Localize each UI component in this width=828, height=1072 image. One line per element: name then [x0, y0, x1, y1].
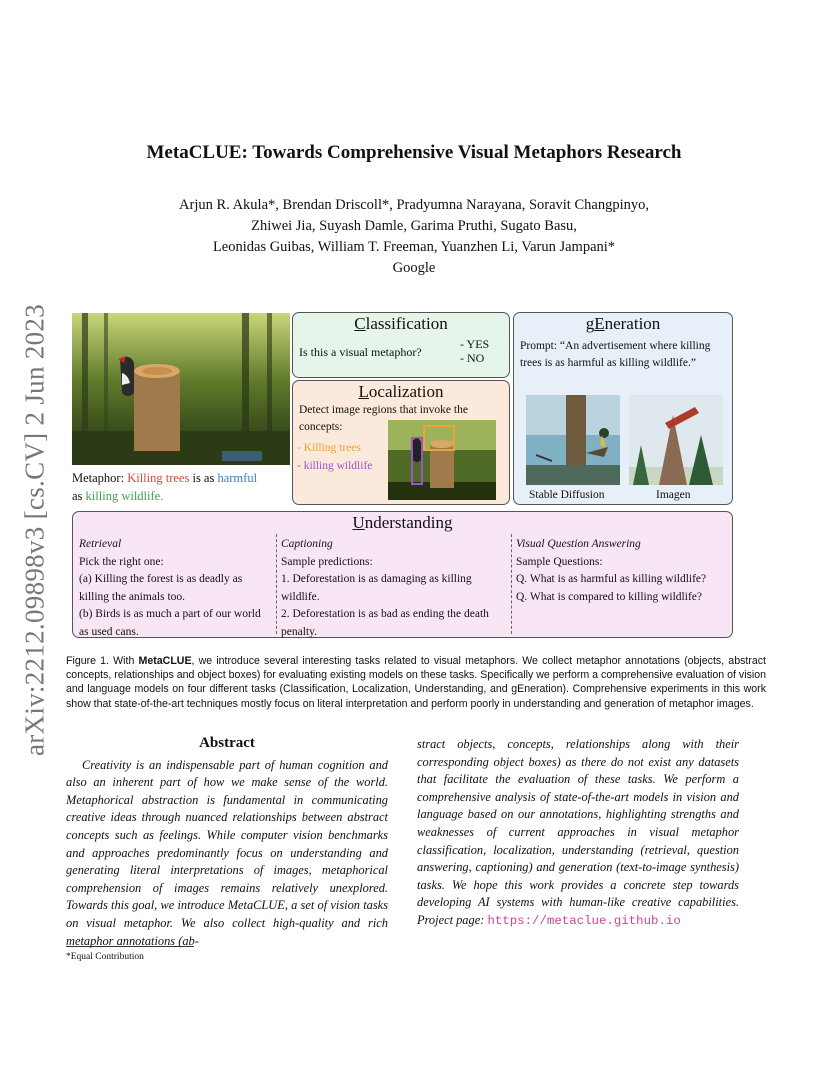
- caption-metaclue: MetaCLUE: [138, 655, 192, 667]
- arxiv-id: arXiv:2212.09898v3 [cs.CV] 2 Jun 2023: [19, 303, 50, 757]
- author-line: Zhiwei Jia, Suyash Damle, Garima Pruthi, Sugato Basu,: [251, 218, 577, 234]
- stable-diffusion-image: [526, 395, 620, 485]
- localization-image: [388, 420, 496, 500]
- loc-item-killing-wildlife: - killing wildlife: [297, 460, 373, 472]
- vqa-line: Sample Questions:: [516, 555, 603, 568]
- model-label-imagen: Imagen: [656, 489, 691, 501]
- column-divider: [511, 534, 512, 634]
- vqa-heading: Visual Question Answering: [516, 538, 641, 550]
- option-no: - NO: [460, 351, 485, 365]
- metaphor-label: Metaphor:: [72, 471, 125, 485]
- vqa-line: Q. What is as harmful as killing wildlife?: [516, 573, 707, 585]
- abstract-right-column: [417, 736, 739, 931]
- heading-rest: nderstanding: [364, 513, 453, 532]
- footnote-rule: [66, 946, 194, 947]
- retrieval-column: [79, 536, 271, 641]
- heading-initial: L: [358, 382, 369, 401]
- metaphor-connector: as: [72, 489, 83, 503]
- abstract-heading: Abstract: [199, 735, 255, 751]
- retrieval-heading: Retrieval: [79, 538, 122, 550]
- captioning-line: 2. Deforestation is as bad as ending the death penalty.: [281, 608, 489, 638]
- concept-killing-wildlife: killing wildlife.: [85, 489, 164, 503]
- captioning-line: Sample predictions:: [281, 555, 373, 568]
- caption-text: , we introduce several interesting tasks related to visual metaphors. We collect metaphor annotations (objects, abstract concepts, relationships and object boxes) for evaluating existing models on these tasks. Specifically we perform a comprehensive evaluation of vision and language models on four different tasks (Classification, Localization, Understanding, and gEneration). Comprehensive experiments in this work show that state-of-the-art techniques mostly focus on literal interpretation and perform poorly in understanding and generation of metaphor images.: [66, 655, 766, 710]
- retrieval-line: (b) Birds is as much a part of our world as used cans.: [79, 608, 261, 638]
- retrieval-line: Pick the right one:: [79, 555, 164, 568]
- forest-stump-illustration: [72, 313, 290, 465]
- localization-heading: [293, 382, 509, 402]
- column-divider: [276, 534, 277, 634]
- footnote: *Equal Contribution: [66, 952, 144, 962]
- classification-question: Is this a visual metaphor?: [299, 345, 422, 359]
- localization-box: [292, 380, 510, 505]
- paper-title: MetaCLUE: Towards Comprehensive Visual Metaphors Research: [146, 142, 682, 163]
- captioning-line: 1. Deforestation is as damaging as killing wildlife.: [281, 573, 472, 603]
- generation-prompt: Prompt: “An advertisement where killing trees is as harmful as killing wildlife.”: [520, 340, 711, 369]
- concept-killing-trees: Killing trees: [127, 471, 190, 485]
- heading-rest: lassification: [365, 314, 448, 333]
- heading-initial: E: [594, 314, 605, 333]
- localization-text: Detect image regions that invoke the concepts:: [299, 404, 468, 433]
- abstract-right-text: stract objects, concepts, relationships along with their corresponding object boxes) as there do not exist any datasets that facilitate the evaluation of these tasks. We perform a comprehensive analysis of state-of-the-art models in vision and language based on our annotations, highlighting strengths and weaknesses of current approaches in visual metaphor classification, localization, understanding (retrieval, question answering, captioning) and generation (text-to-image synthesis) tasks. We hope this work provides a concrete step towards developing AI systems with human-like creative capabilities. Project page:: [417, 737, 739, 927]
- captioning-column: [281, 536, 499, 641]
- heading-rest: ocalization: [368, 382, 444, 401]
- arxiv-sidebar: [14, 295, 56, 765]
- understanding-heading: [73, 513, 732, 533]
- generation-heading: [514, 314, 732, 334]
- metaphor-image: [72, 313, 290, 465]
- loc-item-killing-trees: - Killing trees: [297, 442, 361, 454]
- author-line: Leonidas Guibas, William T. Freeman, Yuanzhen Li, Varun Jampani*: [212, 239, 616, 255]
- abstract-left-text: Creativity is an indispensable part of human cognition and also an inherent part of how we make sense of the world. Metaphorical abstraction is fundamental in communicating creative ideas through nuanced relationships between abstract concepts such as feelings. While computer vision benchmarks and approaches predominantly focus on understanding and generating literal interpretations of images, metaphorical comprehension of images remains relatively unexplored. Towards this goal, we introduce MetaCLUE, a set of vision tasks on visual metaphor. We also collect high-quality and rich metaphor annotations (ab-: [66, 757, 388, 948]
- understanding-box: [72, 511, 733, 638]
- generation-box: [513, 312, 733, 505]
- option-yes: - YES: [460, 337, 490, 351]
- author-block: [120, 195, 708, 279]
- heading-rest: neration: [604, 314, 661, 333]
- project-page-link[interactable]: https://metaclue.github.io: [487, 913, 681, 928]
- author-line: Arjun R. Akula*, Brendan Driscoll*, Pradyumna Narayana, Soravit Changpinyo,: [179, 197, 649, 213]
- classification-heading: [293, 314, 509, 334]
- heading-initial: U: [352, 513, 365, 532]
- imagen-image: [629, 395, 723, 485]
- vqa-column: [516, 536, 730, 606]
- figure-caption: [66, 654, 766, 711]
- concept-harmful: harmful: [217, 471, 258, 485]
- retrieval-line: (a) Killing the forest is as deadly as killing the animals too.: [79, 573, 243, 603]
- metaphor-connector: is as: [192, 471, 215, 485]
- classification-box: [292, 312, 510, 378]
- abstract-left-column: [66, 735, 388, 950]
- vqa-line: Q. What is compared to killing wildlife?: [516, 590, 702, 603]
- metaphor-caption: [72, 469, 292, 505]
- caption-label: Figure 1. With: [66, 655, 139, 667]
- affiliation: Google: [392, 260, 436, 276]
- model-label-stable-diffusion: Stable Diffusion: [529, 489, 605, 501]
- captioning-heading: Captioning: [281, 538, 333, 550]
- heading-initial: C: [354, 314, 366, 333]
- heading-prefix: g: [585, 314, 595, 333]
